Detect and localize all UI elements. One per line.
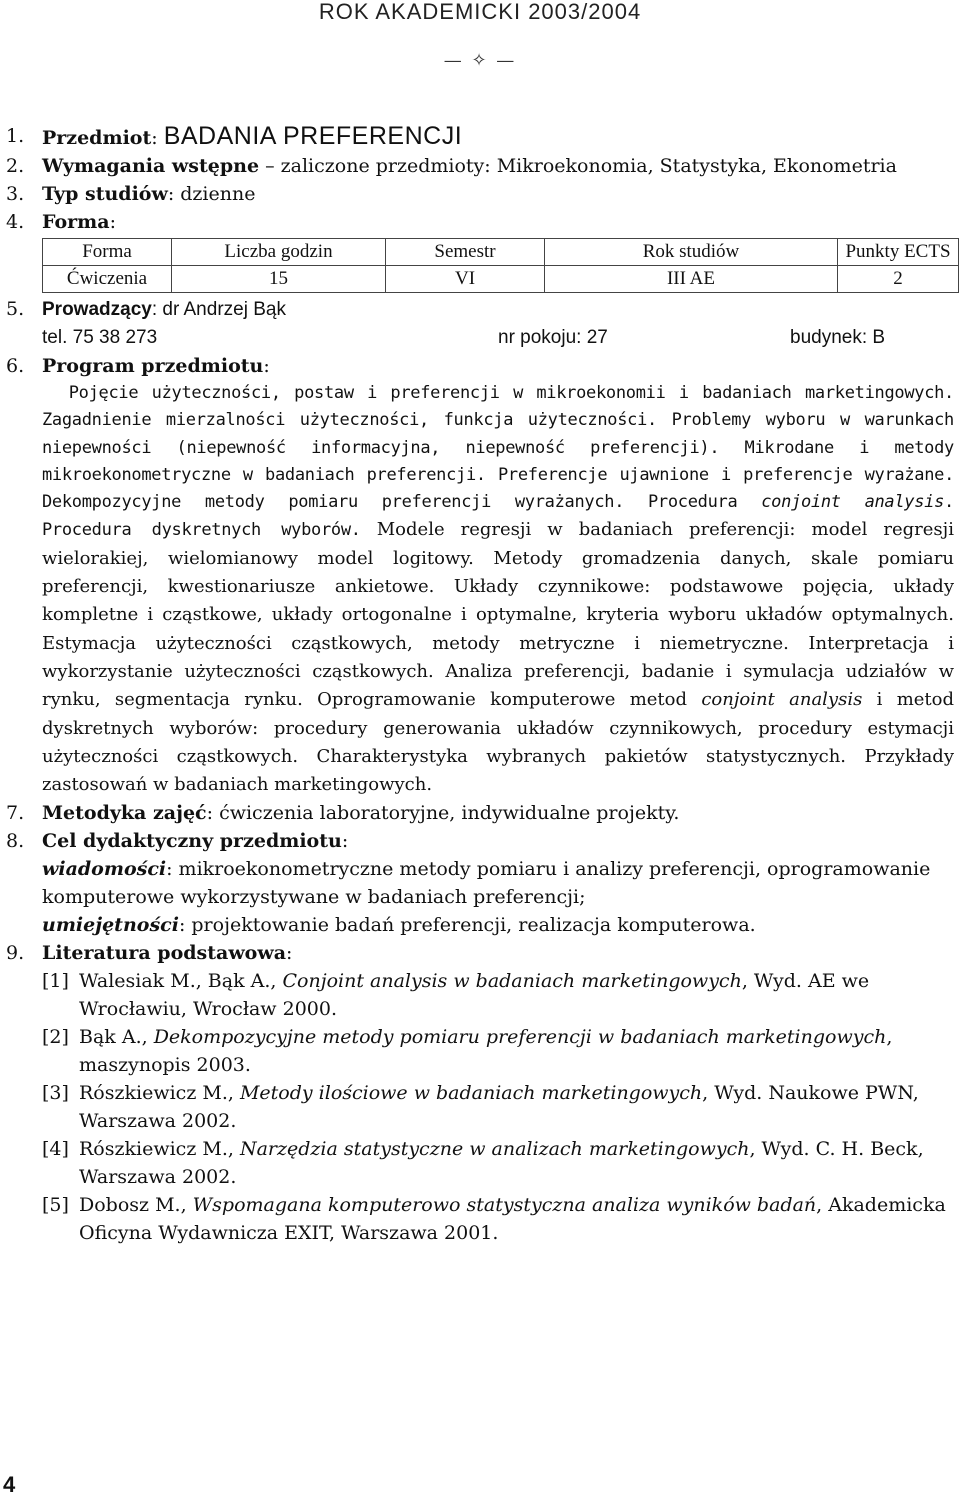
building: budynek: B	[790, 327, 886, 348]
reference-title: Wspomagana komputerowo statystyczna analiza wyników badań	[192, 1194, 817, 1217]
reference-publisher: , Wyd. C. H. Beck, Warszawa 2002.	[79, 1138, 924, 1189]
item-number: 2.	[6, 155, 25, 177]
program-part-1: Pojęcie użyteczności, postaw i preferencji w mikroekonomii i badaniach marketingowych. Zagadnienie mierzalności użyteczności, funkcja użyteczności. Problemy wyboru w warunkach niepewności (niepewność informacyjna, niepewność preferencji). Mikrodane i metody mikroekonometryczne w badaniach preferencji. Preferencje ujawnione i preferencje wyrażane. Dekompozycyjne metody pomiaru preferencji wyrażanych. Procedura	[42, 383, 954, 513]
reference-publisher: , Wyd. AE we Wrocławiu, Wrocław 2000.	[79, 970, 870, 1021]
reference-number: [2]	[42, 1026, 69, 1049]
phone-number: tel. 75 38 273	[42, 327, 158, 348]
table-cell: VI	[386, 266, 545, 293]
program-label: Program przedmiotu	[42, 355, 264, 377]
program-part-2: . Procedura dyskretnych wyborów.	[42, 492, 954, 541]
syllabus-content	[0, 122, 960, 1247]
reference-authors: Rószkiewicz M.,	[79, 1138, 240, 1161]
reference-item	[42, 1135, 954, 1191]
reference-title: Conjoint analysis w badaniach marketingowych	[282, 970, 742, 993]
item-lecturer	[0, 295, 960, 352]
literature-label: Literatura podstawowa	[42, 942, 287, 965]
lecturer-label: Prowadzący	[42, 299, 152, 320]
reference-title: Dekompozycyjne metody pomiaru preferencji w badaniach marketingowych	[153, 1026, 887, 1049]
item-number: 7.	[6, 802, 25, 825]
item-number: 8.	[6, 830, 25, 853]
item-number: 6.	[6, 355, 25, 377]
form-table	[42, 238, 959, 293]
subject-label: Przedmiot	[42, 127, 152, 149]
reference-item	[42, 967, 954, 1023]
knowledge-paragraph	[42, 855, 954, 911]
page-number: 4	[3, 1472, 16, 1497]
subject-separator: :	[151, 127, 164, 149]
reference-authors: Dobosz M.,	[79, 1194, 193, 1217]
prerequisites-value: – zaliczone przedmioty: Mikroekonomia, Statystyka, Ekonometria	[259, 155, 897, 177]
reference-title: Metody ilościowe w badaniach marketingowych	[239, 1082, 703, 1105]
table-cell: 15	[172, 266, 386, 293]
methodology-label: Metodyka zajęć	[42, 802, 207, 825]
reference-authors: Walesiak M., Bąk A.,	[79, 970, 283, 993]
item-literature	[0, 939, 960, 1247]
table-cell: Ćwiczenia	[43, 266, 172, 293]
skills-paragraph	[42, 911, 954, 939]
reference-number: [1]	[42, 970, 69, 993]
reference-authors: Rószkiewicz M.,	[79, 1082, 240, 1105]
item-program	[0, 352, 960, 799]
lecturer-value: : dr Andrzej Bąk	[151, 299, 286, 320]
table-header-cell: Liczba godzin	[172, 239, 386, 266]
reference-authors: Bąk A.,	[79, 1026, 154, 1049]
reference-publisher: , Akademicka Oficyna Wydawnicza EXIT, Warszawa 2001.	[79, 1194, 946, 1245]
study-type-label: Typ studiów	[42, 183, 168, 205]
table-header-cell: Forma	[43, 239, 172, 266]
item-study-type	[0, 180, 960, 208]
item-methodology	[0, 799, 960, 827]
reference-title: Narzędzia statystyczne w analizach marketingowych	[239, 1138, 750, 1161]
program-italic-2: conjoint analysis	[701, 689, 863, 711]
program-italic-1: conjoint analysis	[761, 492, 945, 513]
item-number: 5.	[6, 298, 25, 320]
table-cell: 2	[838, 266, 959, 293]
item-prerequisites	[0, 152, 960, 180]
room-number: nr pokoju: 27	[498, 327, 608, 348]
methodology-value: : ćwiczenia laboratoryjne, indywidualne projekty.	[206, 802, 680, 825]
table-header-cell: Rok studiów	[545, 239, 838, 266]
didactic-goal-label: Cel dydaktyczny przedmiotu	[42, 830, 342, 853]
reference-publisher: , Wyd. Naukowe PWN, Warszawa 2002.	[79, 1082, 919, 1133]
table-header-cell: Punkty ECTS	[838, 239, 959, 266]
reference-number: [3]	[42, 1082, 69, 1105]
reference-number: [5]	[42, 1194, 69, 1217]
didactic-goal-colon: :	[341, 830, 349, 853]
item-form	[0, 208, 960, 293]
table-cell: III AE	[545, 266, 838, 293]
item-number: 1.	[6, 125, 25, 147]
study-type-value: : dzienne	[167, 183, 256, 205]
skills-label: umiejętności	[42, 914, 179, 937]
table-header-row	[43, 239, 959, 266]
running-header: ROK AKADEMICKI 2003/2004	[318, 0, 642, 24]
knowledge-label: wiadomości	[42, 858, 167, 881]
item-number: 3.	[6, 183, 25, 205]
form-colon: :	[109, 211, 116, 233]
reference-item	[42, 1191, 954, 1247]
form-label: Forma	[42, 211, 110, 233]
program-colon: :	[263, 355, 270, 377]
reference-item	[42, 1079, 954, 1135]
table-header-cell: Semestr	[386, 239, 545, 266]
subject-title: BADANIA PREFERENCJI	[163, 122, 463, 150]
prerequisites-label: Wymagania wstępne	[42, 155, 260, 177]
ornament-divider: — ✧ —	[443, 50, 517, 71]
program-text	[42, 380, 954, 799]
table-row	[43, 266, 959, 293]
program-part-3: Modele regresji w badaniach preferencji: model regresji wielorakiej, wielomianowy model logitowy. Metody gromadzenia danych, skale pomiaru preferencji, kwestionariusze ankietowe. Układy czynnikowe: podstawowe pojęcia, układy kompletne i cząstkowe, układy ortogonalne i optymalne, kryteria wyboru układów optymalnych. Estymacja użyteczności cząstkowych, metody metryczne i niemetryczne. Interpretacja i wykorzystanie użyteczności cząstkowych. Analiza preferencji, badanie i symulacja udziałów w rynku, segmentacja rynku. Oprogramowanie komputerowe metod	[42, 519, 955, 711]
item-didactic-goal	[0, 827, 960, 939]
contact-line	[42, 324, 954, 352]
reference-publisher: , maszynopis 2003.	[79, 1026, 893, 1077]
item-subject	[0, 122, 960, 152]
skills-text: : projektowanie badań preferencji, realizacja komputerowa.	[178, 914, 756, 937]
reference-number: [4]	[42, 1138, 69, 1161]
program-part-4: i metod dyskretnych wyborów: procedury generowania układów czynnikowych, procedury estymacji użyteczności cząstkowych. Charakterystyka wybranych pakietów statystycznych. Przykłady zastosowań w badaniach marketingowych.	[42, 689, 955, 796]
item-number: 4.	[6, 211, 25, 233]
knowledge-text: : mikroekonometryczne metody pomiaru i analizy preferencji, oprogramowanie komputerowe wykorzystywane w badaniach preferencji;	[42, 858, 931, 909]
item-number: 9.	[6, 942, 25, 965]
literature-colon: :	[286, 942, 293, 965]
reference-item	[42, 1023, 954, 1079]
